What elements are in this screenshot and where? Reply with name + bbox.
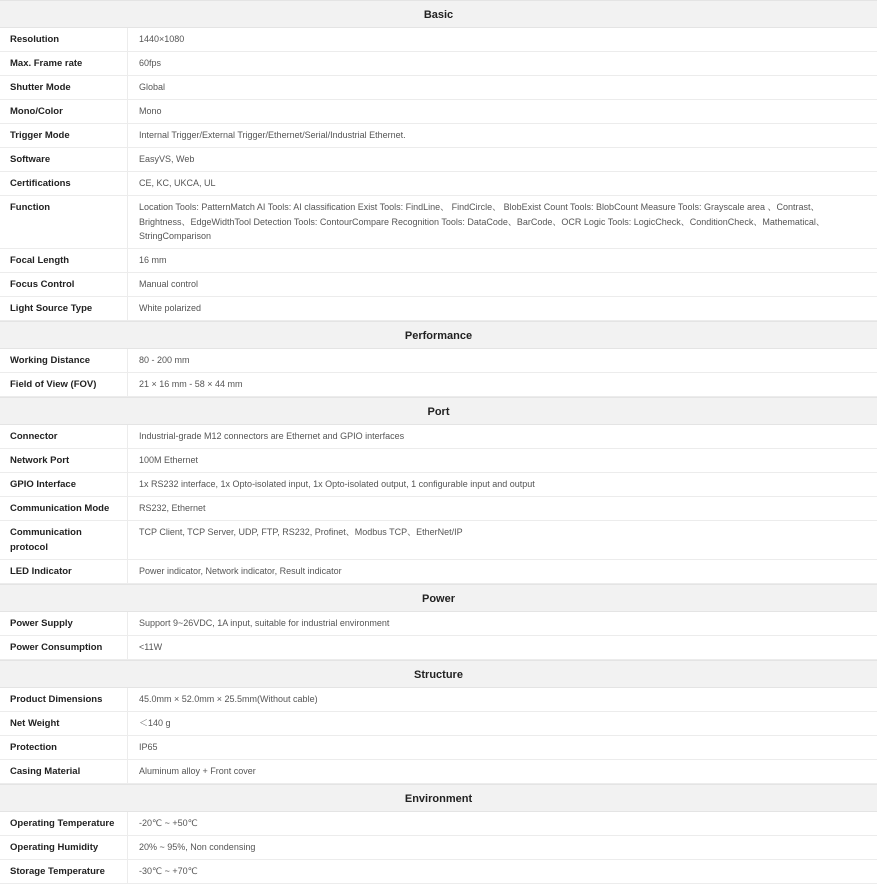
- spec-section: [0, 584, 877, 660]
- spec-label: Network Port: [0, 449, 128, 472]
- spec-value: Industrial-grade M12 connectors are Ethernet and GPIO interfaces: [139, 430, 405, 441]
- spec-row: [0, 473, 877, 497]
- spec-label: GPIO Interface: [0, 473, 128, 496]
- section-rows: [0, 28, 877, 321]
- spec-row: [0, 148, 877, 172]
- spec-value: -20℃ ~ +50℃: [139, 817, 198, 828]
- spec-row: [0, 76, 877, 100]
- spec-label: Product Dimensions: [0, 688, 128, 711]
- spec-label: Trigger Mode: [0, 124, 128, 147]
- spec-section: [0, 660, 877, 784]
- spec-section: [0, 0, 877, 321]
- section-rows: [0, 612, 877, 660]
- spec-row: [0, 449, 877, 473]
- spec-section: [0, 784, 877, 884]
- spec-label: Certifications: [0, 172, 128, 195]
- spec-row: [0, 52, 877, 76]
- spec-label: Operating Humidity: [0, 836, 128, 859]
- spec-label: Max. Frame rate: [0, 52, 128, 75]
- spec-value: Aluminum alloy + Front cover: [139, 765, 256, 776]
- spec-row: [0, 836, 877, 860]
- spec-value: Power indicator, Network indicator, Result indicator: [139, 565, 342, 576]
- section-title: Performance: [0, 321, 877, 349]
- spec-row: [0, 172, 877, 196]
- section-rows: [0, 425, 877, 584]
- spec-label: Communication Mode: [0, 497, 128, 520]
- spec-label: LED Indicator: [0, 560, 128, 583]
- section-title: Structure: [0, 660, 877, 688]
- spec-row: [0, 273, 877, 297]
- section-title: Port: [0, 397, 877, 425]
- spec-row: [0, 124, 877, 148]
- spec-row: [0, 297, 877, 321]
- spec-label: Power Supply: [0, 612, 128, 635]
- spec-label: Shutter Mode: [0, 76, 128, 99]
- spec-row: [0, 249, 877, 273]
- spec-row: [0, 373, 877, 397]
- spec-row: [0, 736, 877, 760]
- spec-value: 45.0mm × 52.0mm × 25.5mm(Without cable): [139, 693, 318, 704]
- section-rows: [0, 812, 877, 884]
- spec-value: CE, KC, UKCA, UL: [139, 178, 216, 188]
- spec-row: [0, 760, 877, 784]
- spec-row: [0, 636, 877, 660]
- spec-label: Function: [0, 196, 128, 248]
- spec-value: <11W: [139, 641, 163, 652]
- spec-value: 60fps: [139, 58, 162, 68]
- spec-row: [0, 349, 877, 373]
- spec-value: White polarized: [139, 302, 202, 313]
- spec-label: Connector: [0, 425, 128, 448]
- spec-value: 16 mm: [139, 254, 167, 265]
- spec-label: Focal Length: [0, 249, 128, 272]
- spec-value: Support 9~26VDC, 1A input, suitable for industrial environment: [139, 617, 390, 628]
- spec-row: [0, 712, 877, 736]
- section-title: Environment: [0, 784, 877, 812]
- spec-value: Manual control: [139, 278, 199, 289]
- spec-label: Communication protocol: [0, 521, 128, 559]
- spec-value: IP65: [139, 741, 158, 752]
- spec-label: Operating Temperature: [0, 812, 128, 835]
- section-title: Power: [0, 584, 877, 612]
- section-title: Basic: [0, 0, 877, 28]
- spec-row: [0, 560, 877, 584]
- spec-value: -30℃ ~ +70℃: [139, 865, 198, 876]
- spec-label: Software: [0, 148, 128, 171]
- section-rows: [0, 349, 877, 397]
- spec-row: [0, 196, 877, 249]
- spec-value: 21 × 16 mm - 58 × 44 mm: [139, 378, 243, 389]
- spec-row: [0, 860, 877, 884]
- spec-value: 100M Ethernet: [139, 454, 199, 465]
- spec-value: 80 - 200 mm: [139, 354, 190, 365]
- spec-value: ＜140 g: [139, 717, 171, 728]
- spec-section: [0, 321, 877, 397]
- spec-row: [0, 425, 877, 449]
- spec-value: RS232, Ethernet: [139, 502, 206, 513]
- spec-row: [0, 612, 877, 636]
- spec-value: 1x RS232 interface, 1x Opto-isolated input, 1x Opto-isolated output, 1 configurable input and output: [139, 478, 535, 489]
- spec-label: Power Consumption: [0, 636, 128, 659]
- spec-label: Field of View (FOV): [0, 373, 128, 396]
- spec-label: Mono/Color: [0, 100, 128, 123]
- spec-value: Location Tools: PatternMatch AI Tools: AI classification Exist Tools: FindLine、 FindCircle、 BlobExist Count Tools: BlobCount Measure Tools: Grayscale area 、Contrast、Brightness、EdgeWidthTool Detection Tools: ContourCompare Recognition Tools: DataCode、BarCode、OCR Logic Tools: LogicCheck、ConditionCheck、Mathematical、StringComparison: [139, 202, 825, 241]
- spec-row: [0, 688, 877, 712]
- spec-value: 1440×1080: [139, 34, 185, 44]
- spec-row: [0, 28, 877, 52]
- spec-label: Focus Control: [0, 273, 128, 296]
- spec-label: Protection: [0, 736, 128, 759]
- spec-value: Global: [139, 82, 166, 92]
- spec-row: [0, 812, 877, 836]
- spec-label: Storage Temperature: [0, 860, 128, 883]
- spec-label: Net Weight: [0, 712, 128, 735]
- spec-label: Light Source Type: [0, 297, 128, 320]
- spec-value: 20% ~ 95%, Non condensing: [139, 841, 256, 852]
- spec-value: Mono: [139, 106, 162, 116]
- spec-label: Working Distance: [0, 349, 128, 372]
- spec-row: [0, 521, 877, 560]
- spec-section: [0, 397, 877, 584]
- spec-value: TCP Client, TCP Server, UDP, FTP, RS232, Profinet、Modbus TCP、EtherNet/IP: [139, 526, 463, 537]
- section-rows: [0, 688, 877, 784]
- spec-value: EasyVS, Web: [139, 154, 195, 164]
- spec-label: Casing Material: [0, 760, 128, 783]
- spec-row: [0, 497, 877, 521]
- spec-label: Resolution: [0, 28, 128, 51]
- spec-value: Internal Trigger/External Trigger/Ethernet/Serial/Industrial Ethernet.: [139, 130, 406, 140]
- spec-row: [0, 100, 877, 124]
